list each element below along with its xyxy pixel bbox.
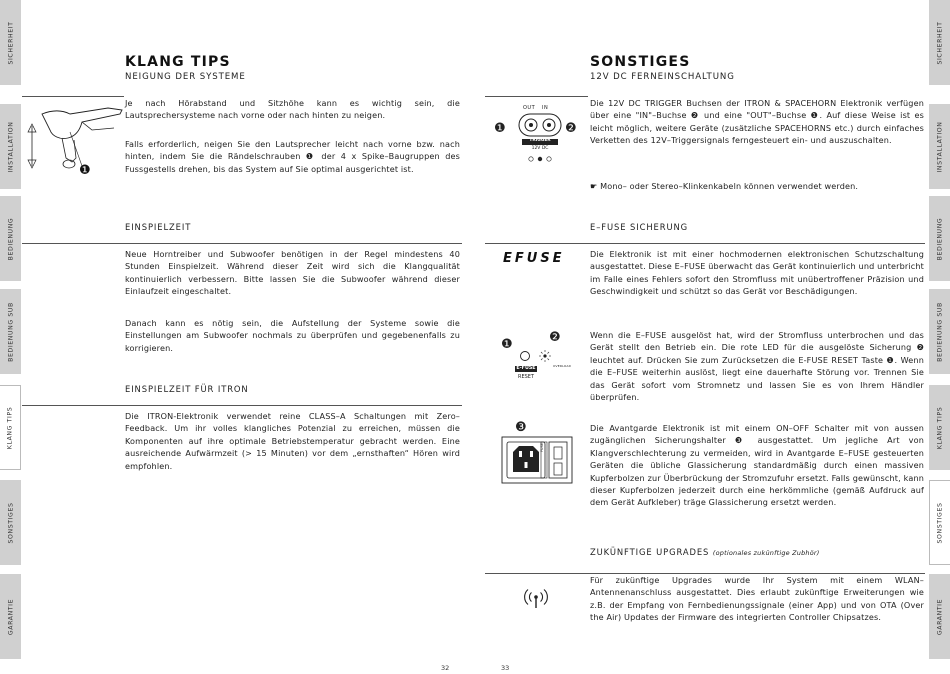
einspielzeit-paragraph-1: Neue Horntreiber und Subwoofer benötigen in der Regel mindestens 40 Stunden Einspielzeit. Während dieser Zeit wird sich die Klangqualität kontinuierlich verbessern. Bitte lassen Sie die Subwoofer während dieser Einlaufzeit eingeschaltet. [125,249,460,297]
section-rule [485,96,588,97]
marker-2: ❷ [549,330,561,345]
upgrades-note: (optionales zukünftige Zubhör) [712,549,820,557]
efuse-paragraph-2: Wenn die E–FUSE ausgelöst hat, wird der Stromfluss unterbrochen und das Gerät stellt den Betrieb ein. Die rote LED für die ausgelöste Sicherung ❷ leuchtet auf. Drücken Sie zum Zurücksetzen die E-FUSE RESET Taste ❶. Wenn die E–FUSE weiterhin auslöst, liegt eine dauerhafte Störung vor. Trennen Sie das Gerät sofort vom Stromnetz und lassen Sie es von Ihrem Händler überprüfen. [590,330,924,403]
trigger-in-label: IN [542,105,549,111]
right-tab-strip [929,0,950,674]
trigger-out-label: OUT [523,105,536,111]
power-inlet-illustration [501,436,573,484]
tab-sicherheit[interactable]: SICHERHEIT [929,0,950,85]
section-title-efuse: E–FUSE SICHERUNG [590,222,689,232]
marker-3: ❸ [515,420,527,435]
tab-sonstiges[interactable]: SONSTIGES [929,480,950,565]
right-page [475,0,950,674]
einspielzeit-paragraph-2: Danach kann es nötig sein, die Aufstellung der Systeme sowie die Einstellungen am Subwoofer nochmals zu überprüfen und gegebenenfalls zu korrigieren. [125,318,460,353]
section-rule [22,243,462,244]
tab-klang-tips[interactable]: KLANG TIPS [929,385,950,470]
intro-paragraph-1: Je nach Hörabstand und Sitzhöhe kann es wichtig sein, die Lautsprechersysteme nach vorne oder nach hinten zu neigen. [125,98,460,121]
marker-2: ❷ [565,121,577,136]
section-title-itron: EINSPIELZEIT FÜR ITRON [125,384,249,394]
tab-garantie[interactable]: GARANTIE [0,574,21,659]
section-title-upgrades [590,547,820,557]
section-rule [22,405,462,406]
tab-bedienung[interactable]: BEDIENUNG [0,196,21,281]
page-subtitle: NEIGUNG DER SYSTEME [125,72,246,82]
itron-paragraph: Die ITRON-Elektronik verwendet reine CLASS–A Schaltungen mit Zero–Feedback. Um ihr volles klangliches Potenzial zu erreichen, müssen die Komponenten auf ihre optimale Betriebstemperatur gebracht werden. Eine ausreichende Aufwärmzeit (> 15 Minuten) vor dem „ernsthaften“ Hören wird empfohlen. [125,411,460,471]
tab-bedienung-sub[interactable]: BEDIENUNG SUB [929,289,950,374]
trigger-dc-label: 12V DC [531,146,549,151]
trigger-bullet: ☛ Mono– oder Stereo–Klinkenkabeln können verwendet werden. [590,181,859,191]
efuse-paragraph-1: Die Elektronik ist mit einer hochmodernen elektronischen Schutzschaltung ausgestattet. Diese E–FUSE überwacht das Gerät kontinuierlich und unterbricht im Falle eines Fehlers sofort den Stromfluss mit unübertroffener Präzision und Geschwindigkeit und schützt so das Gerät vor Beschädigungen. [590,249,924,297]
tab-installation[interactable]: INSTALLATION [929,104,950,189]
speaker-tilt-illustration [22,96,126,182]
marker-1: ❶ [494,121,506,136]
marker-1: ❶ [79,163,91,178]
trigger-paragraph: Die 12V DC TRIGGER Buchsen der ITRON & SPACEHORN Elektronik verfügen über eine "IN"–Buchse ❷ und eine "OUT"–Buchse ❶. Auf diese Weise ist es leicht möglich, weitere Geräte (zusätzliche SPACEHORNS etc.) durch einfaches Verketten des 12V–Triggersignals ferngesteuert ein- und auszuschalten. [590,98,924,146]
tab-garantie[interactable]: GARANTIE [929,574,950,659]
wifi-antenna-icon [525,588,547,610]
efuse-logo: EFUSE [503,251,565,266]
fuse-label: FUSE [540,442,544,452]
efuse-reset-label: RESET [517,374,535,380]
section-title-einspielzeit: EINSPIELZEIT [125,222,192,232]
tab-klang-tips[interactable]: KLANG TIPS [0,385,21,470]
section-rule [485,243,925,244]
page-subtitle: 12V DC FERNEINSCHALTUNG [590,72,735,82]
page-number: 33 [501,664,510,672]
page-title: SONSTIGES [590,54,691,70]
trigger-plate-label: TRIGGER [529,138,551,143]
tab-sicherheit[interactable]: SICHERHEIT [0,0,21,85]
tab-sonstiges[interactable]: SONSTIGES [0,480,21,565]
tab-bedienung[interactable]: BEDIENUNG [929,196,950,281]
upgrades-title-text: ZUKÜNFTIGE UPGRADES [590,547,710,557]
upgrades-paragraph: Für zukünftige Upgrades wurde Ihr System mit einem WLAN–Antennenanschluss ausgestattet. Dies erlaubt zukünftige Erweiterungen wie z.B. der Empfang von Fernbedienungssignale (einer App) und von OTA (Over the Air) Updates der Firmware des integrierten Controller Chipsatzes. [590,575,924,623]
tab-installation[interactable]: INSTALLATION [0,104,21,189]
tab-bedienung-sub[interactable]: BEDIENUNG SUB [0,289,21,374]
left-tab-strip [0,0,21,674]
power-switch-paragraph: Die Avantgarde Elektronik ist mit einem ON–OFF Schalter mit von aussen zugänglichen Sicherungshalter ❸ ausgestattet. Um jegliche Art von Klangverschlechterung zu vermeiden, wird in Avantgarde E–FUSE gesteuerten Geräten die übliche Glassicherung standardmäßig durch einen massiven Kupferbolzen zur Überbrückung der Stromzufuhr ersetzt. Falls gewünscht, kann dieser Kupferbolzen jederzeit durch eine herkömmliche (gemäß Aufdruck auf dem Gerät Aufkleber) träge Glassicherung ersetzt werden. [590,423,924,508]
page-number: 32 [441,664,450,672]
intro-paragraph-2: Falls erforderlich, neigen Sie den Lautsprecher leicht nach vorne bzw. nach hinten, indem Sie die Rändelschrauben ❶ der 4 x Spike–Baugruppen des Fussgestells drehen, bis das System auf Sie optimal ausgerichtet ist. [125,139,460,174]
marker-1: ❶ [501,337,513,352]
page-title: KLANG TIPS [125,54,231,70]
efuse-led-label: OVERLOAD [553,364,572,368]
efuse-reset-plate: E-FUSE [516,366,536,371]
